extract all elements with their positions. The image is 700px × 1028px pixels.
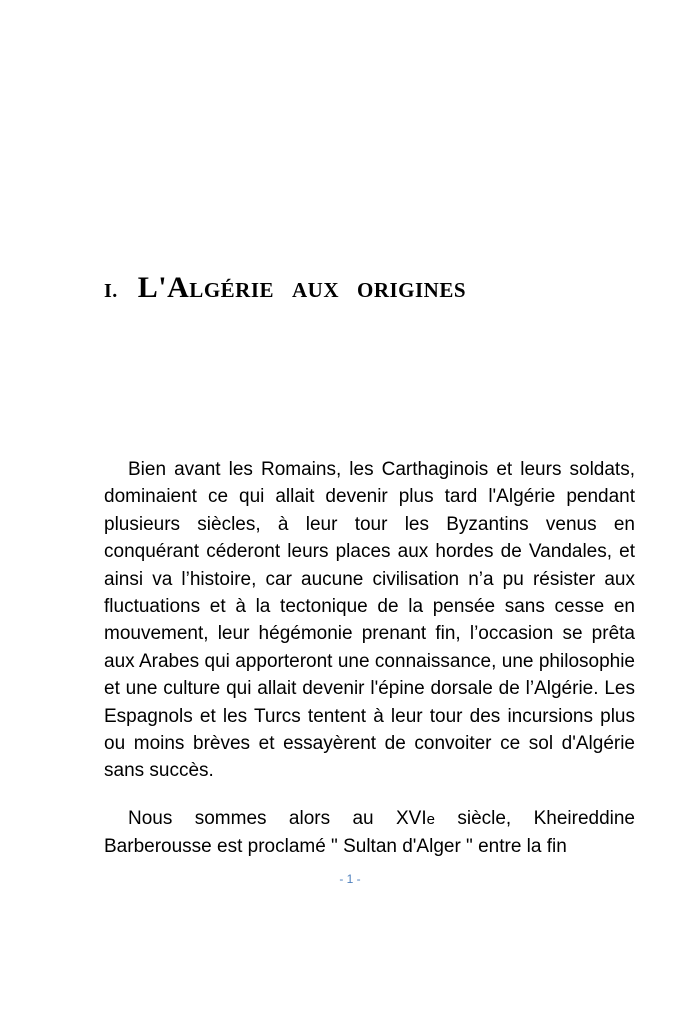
- chapter-title: L'Algérie aux origines: [137, 271, 467, 304]
- chapter-heading: [104, 268, 466, 311]
- paragraph-2-start: Nous sommes alors au XVI: [128, 807, 427, 829]
- body-text: [104, 456, 635, 861]
- paragraph-2-end: siècle, Kheireddine Barberousse est proclamé " Sultan d'Alger " entre la fin: [104, 807, 636, 858]
- century-suffix: e: [426, 810, 435, 828]
- page-number: - 1 -: [339, 872, 361, 886]
- paragraph-2: [104, 805, 635, 861]
- paragraph-1: Bien avant les Romains, les Carthaginois et leurs soldats, dominaient ce qui allait devenir plus tard l'Algérie pendant plusieurs siècles, à leur tour les Byzantins venus en conquérant céderont leurs places aux hordes de Vandales, et ainsi va l’histoire, car aucune civilisation n’a pu résister aux fluctuations et à la tectonique de la pensée sans cesse en mouvement, leur hégémonie prenant fin, l’occasion se prêta aux Arabes qui apporteront une connaissance, une philosophie et une culture qui allait devenir l'épine dorsale de l’Algérie. Les Espagnols et les Turcs tentent à leur tour des incursions plus ou moins brèves et essayèrent de convoiter ce sol d'Algérie sans succès.: [104, 459, 635, 782]
- chapter-number: I.: [104, 280, 118, 302]
